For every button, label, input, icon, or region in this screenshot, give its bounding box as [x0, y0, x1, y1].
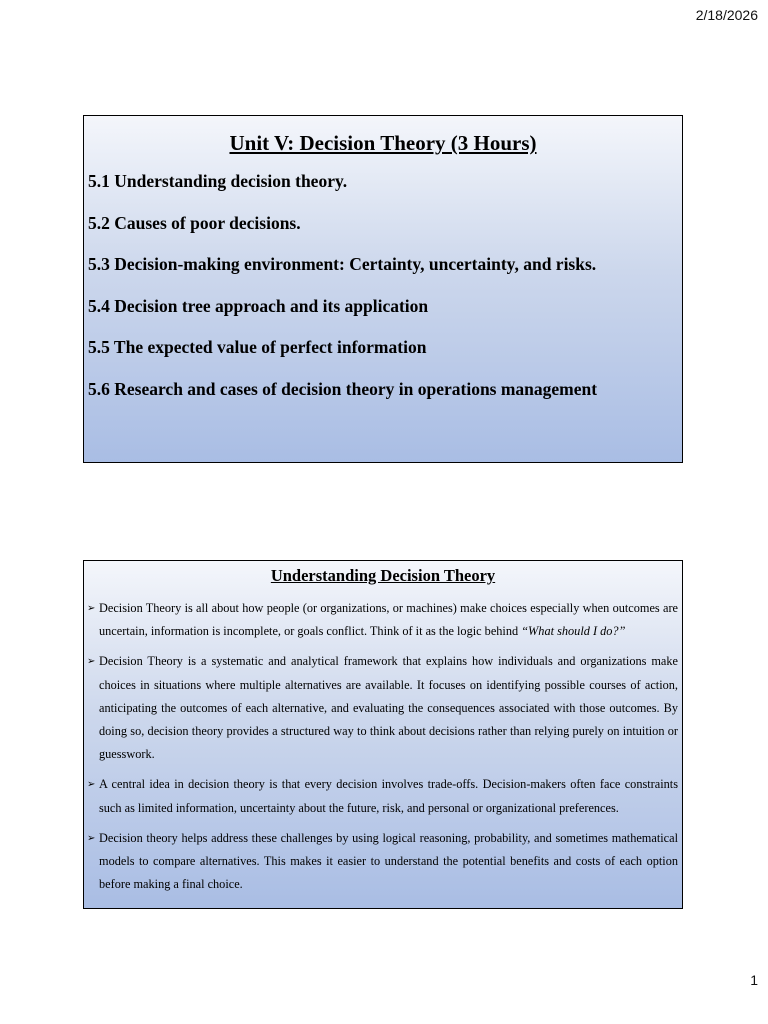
- topic-item: 5.4 Decision tree approach and its application: [88, 295, 429, 316]
- arrow-bullet-icon: ➢: [87, 832, 96, 844]
- bullet-quote: “What should I do?”: [521, 624, 626, 639]
- bullet-item: [87, 827, 678, 897]
- page-number: 1: [750, 972, 758, 988]
- slide-title: Understanding Decision Theory: [270, 566, 496, 585]
- topic-item: 5.6 Research and cases of decision theory in operations management: [88, 378, 598, 399]
- bullet-text: Decision Theory is all about how people (or organizations, or machines) make choices especially when outcomes are uncertain, information is incomplete, or goals conflict. Think of it as the logic behind: [99, 601, 678, 639]
- slide-understanding-decision-theory: [83, 560, 683, 909]
- bullet-text: Decision theory helps address these challenges by using logical reasoning, probability, and sometimes mathematical models to compare alternatives. This makes it easier to understand the potential benefits and costs of each option before making a final choice.: [99, 830, 678, 892]
- arrow-bullet-icon: ➢: [87, 779, 96, 791]
- topic-item: 5.3 Decision-making environment: Certainty, uncertainty, and risks.: [88, 254, 597, 275]
- bullet-text: Decision Theory is a systematic and analytical framework that explains how individuals and organizations make choices in situations where multiple alternatives are available. It focuses on identifying possible courses of action, anticipating the outcomes of each alternative, and evaluating the consequences associated with those outcomes. By doing so, decision theory provides a structured way to think about decisions rather than relying purely on intuition or guesswork.: [99, 654, 678, 762]
- arrow-bullet-icon: ➢: [87, 656, 96, 668]
- topic-item: 5.1 Understanding decision theory.: [88, 171, 348, 191]
- bullet-list: [87, 597, 678, 903]
- slide-title: Unit V: Decision Theory (3 Hours): [229, 131, 537, 155]
- bullet-item: [87, 597, 678, 643]
- bullet-item: [87, 773, 678, 819]
- print-date: 2/18/2026: [695, 7, 758, 23]
- slide-unit-overview: [83, 115, 683, 463]
- topic-list: [88, 170, 678, 420]
- bullet-text: A central idea in decision theory is that every decision involves trade-offs. Decision-makers often face constraints such as limited information, uncertainty about the future, risk, and personal or organizational preferences.: [99, 777, 678, 815]
- bullet-item: [87, 650, 678, 766]
- topic-item: 5.5 The expected value of perfect information: [88, 337, 427, 358]
- arrow-bullet-icon: ➢: [87, 603, 96, 614]
- topic-item: 5.2 Causes of poor decisions.: [88, 212, 301, 233]
